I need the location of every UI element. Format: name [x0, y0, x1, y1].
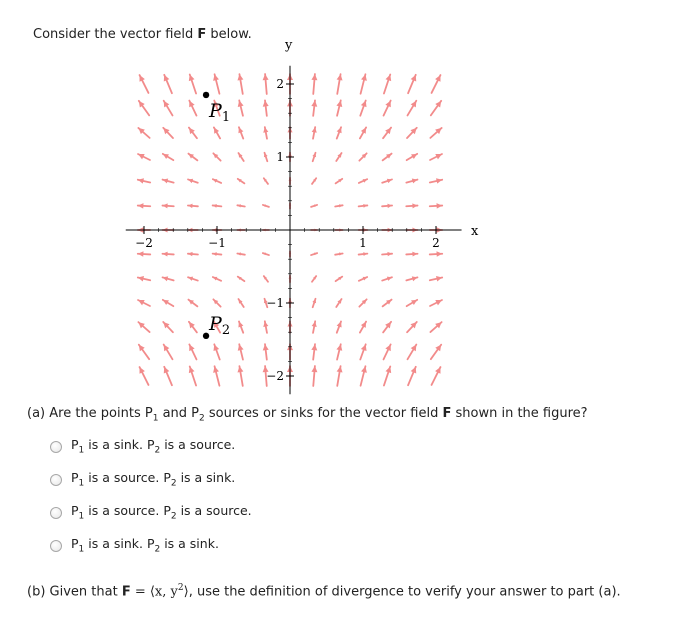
option-label: $P_1$ is a source. $P_2$ is a sink.: [71, 470, 236, 489]
field-arrow: [431, 345, 441, 360]
field-arrow: [237, 366, 243, 386]
field-arrow: [359, 252, 368, 256]
field-arrow: [359, 153, 366, 160]
field-arrow: [237, 252, 244, 255]
field-arrow: [311, 344, 317, 359]
field-arrow: [311, 253, 317, 256]
field-arrow: [360, 101, 366, 116]
part-b-field: F: [121, 584, 131, 600]
field-arrow: [312, 127, 317, 139]
field-arrow: [312, 276, 316, 282]
part-a-prefix: (a) Are the points: [27, 406, 145, 421]
radio-button[interactable]: [50, 441, 62, 453]
part-a-suffix: sources or sinks for the vector field: [204, 406, 443, 421]
field-arrow: [213, 204, 222, 208]
field-arrow: [407, 345, 416, 360]
option-label: $P_1$ is a sink. $P_2$ is a sink.: [71, 536, 219, 555]
field-arrow: [430, 276, 442, 281]
field-arrow: [359, 179, 367, 183]
field-arrow: [337, 74, 343, 94]
field-arrow: [359, 299, 366, 306]
field-arrow: [361, 74, 367, 93]
part-a-question: [27, 406, 588, 424]
field-arrow: [383, 128, 391, 139]
field-arrow: [163, 322, 173, 332]
field-arrow: [430, 154, 442, 160]
part-a-p2: P: [191, 406, 200, 421]
field-arrow: [238, 179, 245, 183]
field-arrow: [138, 128, 149, 138]
field-arrow: [189, 101, 196, 116]
field-arrow: [163, 179, 174, 184]
field-arrow: [430, 203, 442, 208]
field-arrow: [337, 127, 342, 138]
field-arrow: [164, 345, 173, 360]
field-arrow: [139, 345, 149, 360]
field-arrow: [263, 100, 269, 115]
field-arrow: [430, 128, 441, 138]
x-tick-label: −1: [208, 236, 226, 250]
field-arrow: [336, 179, 343, 183]
part-b-prefix: (b) Given that: [27, 584, 122, 600]
part-b-eq: = ⟨x, y: [130, 584, 178, 600]
field-arrow: [189, 128, 197, 139]
field-arrow: [237, 204, 244, 207]
field-arrow: [312, 299, 316, 307]
field-arrow: [384, 367, 391, 386]
field-arrow: [360, 127, 366, 138]
field-arrow: [383, 154, 392, 161]
field-arrow: [263, 74, 269, 94]
field-arrow: [238, 299, 243, 307]
field-arrow: [430, 178, 442, 183]
field-arrow: [238, 344, 244, 359]
option-label: $P_1$ is a source. $P_2$ is a source.: [71, 503, 252, 522]
field-arrow: [188, 204, 198, 208]
field-arrow: [237, 74, 243, 94]
field-arrow: [406, 179, 417, 184]
field-arrow: [138, 154, 150, 160]
field-arrow: [311, 204, 317, 207]
y-axis-label: y: [285, 38, 293, 53]
field-arrow: [406, 252, 417, 257]
part-b-suffix: , use the definition of divergence to verify your answer to part (a).: [188, 584, 621, 600]
field-arrow: [263, 204, 269, 207]
field-arrow: [383, 300, 392, 307]
field-arrow: [263, 344, 269, 359]
part-a-middle: and: [158, 406, 192, 421]
field-arrow: [432, 75, 441, 93]
field-arrow: [335, 204, 342, 207]
field-arrow: [163, 276, 174, 281]
point-label: $P_1$: [209, 99, 231, 125]
field-arrow: [162, 252, 173, 257]
field-arrow: [163, 300, 174, 306]
field-arrow: [189, 367, 196, 386]
field-arrow: [382, 277, 392, 281]
field-arrow: [407, 322, 417, 332]
field-arrow: [408, 367, 416, 385]
field-arrow: [164, 75, 172, 93]
part-b-close: ⟩: [183, 584, 189, 600]
field-arrow: [162, 203, 173, 208]
field-arrow: [213, 366, 219, 385]
field-arrow: [430, 251, 442, 256]
field-arrow: [264, 178, 268, 184]
field-arrow: [336, 153, 341, 161]
field-arrow: [384, 101, 391, 116]
field-arrow: [312, 153, 316, 161]
field-arrow: [238, 127, 243, 138]
field-arrow: [335, 252, 342, 255]
field-arrow: [336, 299, 341, 307]
option-1[interactable]: [50, 430, 252, 463]
field-arrow: [336, 344, 342, 359]
part-b-question: [27, 583, 621, 599]
field-arrow: [213, 277, 221, 281]
field-arrow: [238, 153, 243, 161]
point-marker: [203, 92, 209, 98]
y-tick-label: 1: [276, 150, 284, 164]
point-label: $P_2$: [209, 312, 231, 338]
field-arrow: [406, 276, 417, 281]
field-arrow: [188, 179, 198, 183]
field-arrow: [163, 128, 173, 138]
field-arrow: [163, 154, 174, 160]
field-arrow: [382, 179, 392, 183]
field-arrow: [188, 252, 198, 256]
field-arrow: [432, 367, 441, 385]
part-a-p1-sub: 1: [152, 413, 159, 424]
field-arrow: [382, 204, 392, 208]
y-tick-label: 2: [276, 77, 284, 91]
field-arrow: [360, 344, 366, 359]
field-arrow: [138, 178, 150, 183]
field-arrow: [407, 300, 418, 306]
field-arrow: [406, 203, 417, 208]
field-arrow: [140, 75, 149, 93]
field-arrow: [263, 321, 268, 333]
radio-button[interactable]: [50, 474, 62, 486]
intro-after: below.: [206, 27, 252, 42]
field-arrow: [263, 127, 268, 139]
field-arrow: [408, 75, 416, 93]
field-arrow: [140, 367, 149, 385]
field-arrow: [238, 321, 243, 332]
field-arrow: [360, 322, 366, 333]
field-arrow: [138, 203, 150, 208]
field-arrow: [312, 321, 317, 333]
field-arrow: [139, 101, 149, 116]
field-arrow: [213, 153, 220, 160]
field-arrow: [430, 322, 441, 332]
field-arrow: [359, 204, 368, 208]
option-4[interactable]: [50, 529, 252, 562]
field-arrow: [430, 300, 442, 306]
y-tick-label: −1: [266, 296, 284, 310]
field-arrow: [407, 128, 417, 138]
field-arrow: [213, 252, 222, 256]
field-arrow: [213, 74, 219, 93]
y-tick-label: −2: [266, 369, 284, 383]
answer-options: [50, 430, 252, 562]
field-arrow: [312, 178, 316, 184]
part-a-p1: P: [144, 406, 153, 421]
part-a-end: shown in the figure?: [451, 406, 588, 421]
field-arrow: [382, 252, 392, 256]
field-arrow: [311, 74, 317, 94]
field-arrow: [383, 322, 391, 333]
point-p1: [203, 92, 230, 125]
field-arrow: [138, 276, 150, 281]
x-tick-label: −2: [135, 236, 153, 250]
x-axis-label: x: [471, 224, 479, 239]
field-arrow: [238, 100, 244, 115]
field-arrow: [188, 277, 198, 281]
field-arrow: [188, 154, 197, 161]
point-p2: [203, 313, 230, 339]
field-arrow: [336, 100, 342, 115]
field-arrow: [311, 100, 317, 115]
field-arrow: [264, 276, 268, 282]
field-arrow: [264, 153, 268, 161]
part-a-p2-sub: 2: [199, 413, 205, 424]
option-2[interactable]: [50, 463, 252, 496]
radio-button[interactable]: [50, 540, 62, 552]
field-arrow: [384, 344, 391, 359]
field-arrow: [431, 101, 441, 116]
field-arrow: [164, 367, 172, 385]
x-tick-label: 1: [359, 236, 367, 250]
intro-field: F: [197, 27, 207, 42]
field-arrow: [407, 101, 416, 116]
field-arrow: [238, 277, 245, 281]
field-arrow: [213, 299, 220, 306]
field-arrow: [336, 277, 343, 281]
field-arrow: [138, 300, 150, 306]
field-arrow: [263, 253, 269, 256]
field-arrow: [311, 366, 317, 386]
field-arrow: [164, 101, 173, 116]
field-arrow: [213, 179, 221, 183]
field-arrow: [359, 277, 367, 281]
part-a-field: F: [442, 406, 452, 421]
option-3[interactable]: [50, 496, 252, 529]
field-arrow: [214, 127, 220, 138]
field-arrow: [188, 300, 197, 307]
field-arrow: [138, 251, 150, 256]
field-arrow: [361, 366, 367, 385]
radio-button[interactable]: [50, 507, 62, 519]
option-label: $P_1$ is a sink. $P_2$ is a source.: [71, 437, 236, 456]
x-tick-label: 2: [432, 236, 440, 250]
field-arrow: [337, 321, 342, 332]
field-arrow: [189, 75, 196, 94]
field-arrow: [337, 366, 343, 386]
field-arrow: [189, 344, 196, 359]
field-arrow: [213, 344, 219, 359]
intro-before: Consider the vector field: [33, 27, 198, 42]
field-arrow: [189, 322, 197, 333]
vector-field-plot: [110, 38, 479, 395]
field-arrow: [384, 75, 391, 94]
field-arrow: [138, 322, 149, 332]
part-b-sup: 2: [177, 583, 184, 593]
field-arrow: [407, 154, 418, 160]
